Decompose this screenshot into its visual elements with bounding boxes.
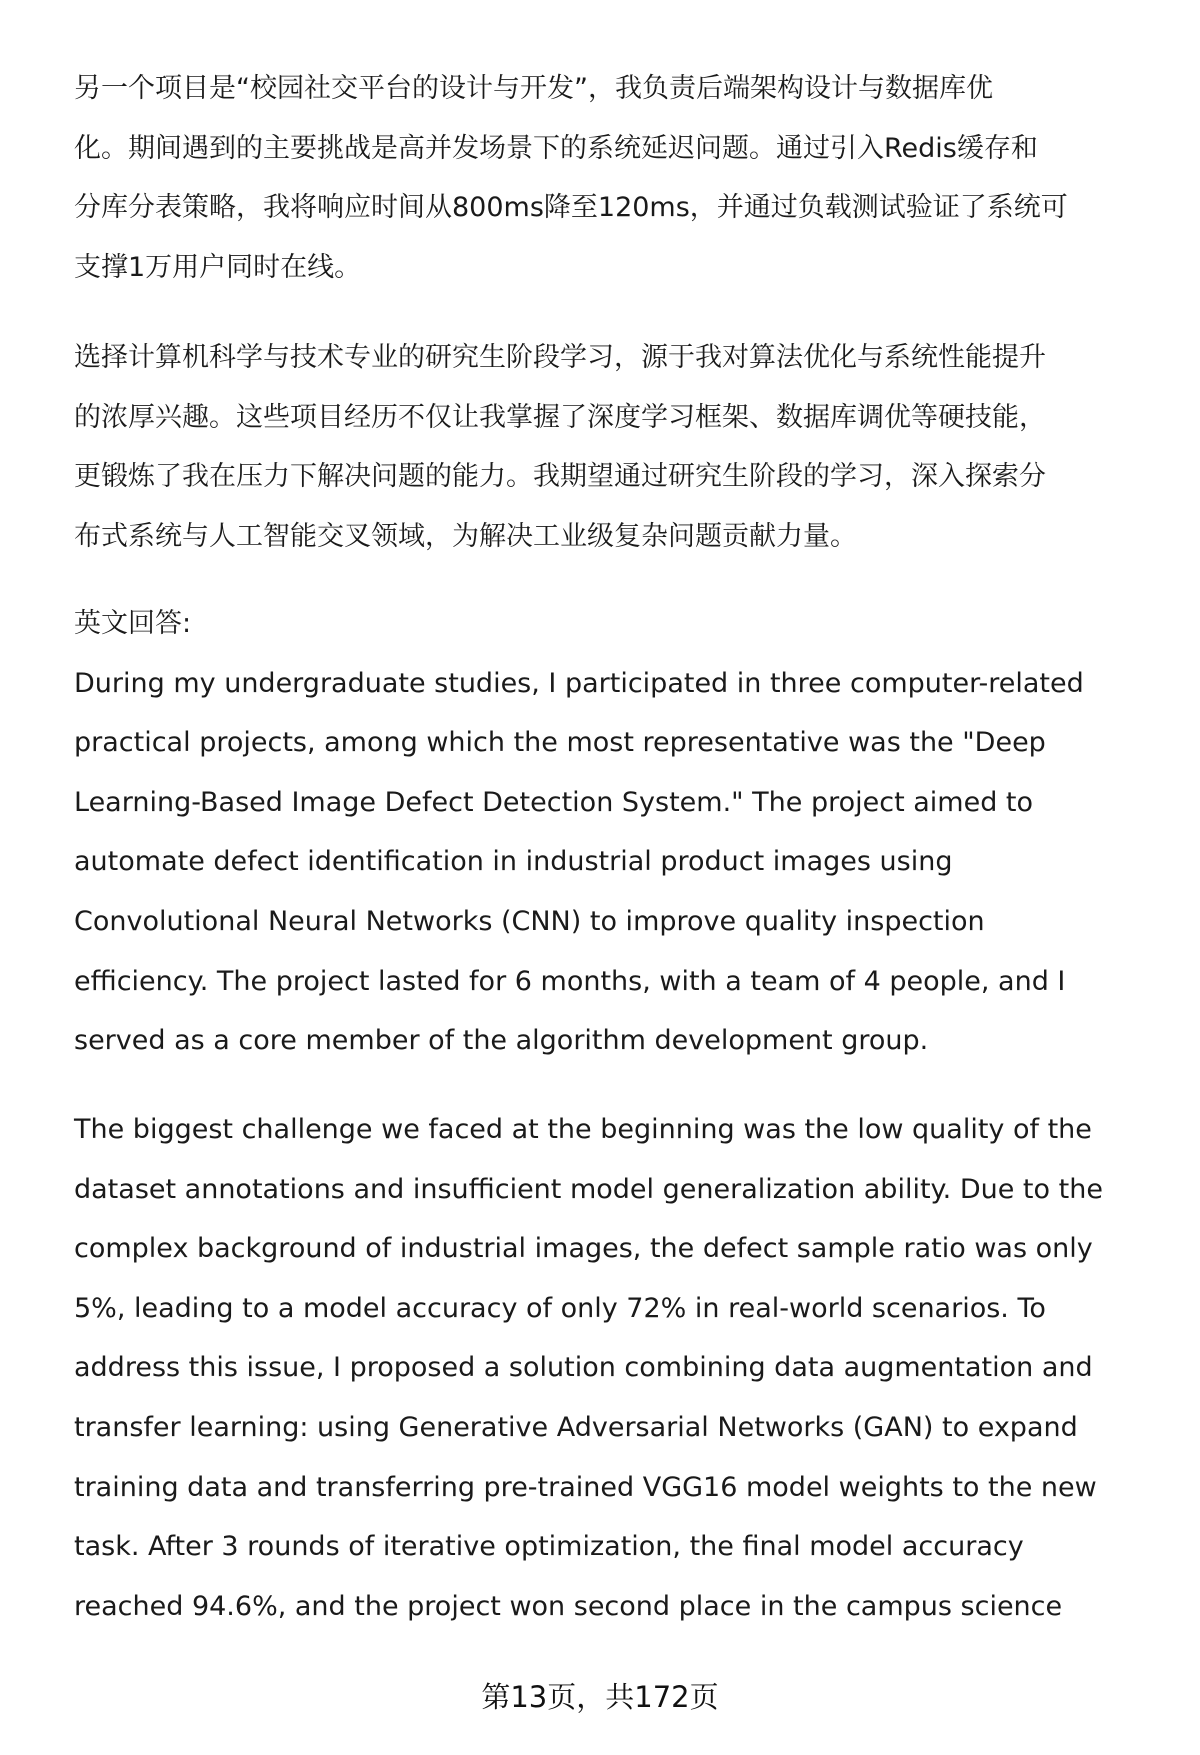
text-line: dataset annotations and insufficient model generalization ability. Due to the: [74, 1173, 1103, 1205]
text-line: The biggest challenge we faced at the beginning was the low quality of the: [74, 1114, 1092, 1145]
page-number: 第13页，共172页: [481, 1680, 719, 1714]
text-line: served as a core member of the algorithm development group.: [74, 1025, 929, 1057]
text-line: address this issue, I proposed a solution combining data augmentation and: [74, 1352, 1093, 1384]
section-heading: 英文回答:: [74, 608, 192, 639]
text-line: 分库分表策略，我将响应时间从800ms降至120ms，并通过负载测试验证了系统可: [74, 192, 1068, 224]
text-line: 支撑1万用户同时在线。: [74, 251, 362, 283]
text-line: 的浓厚兴趣。这些项目经历不仅让我掌握了深度学习框架、数据库调优等硬技能，: [74, 401, 1046, 433]
text-line: practical projects, among which the most representative was the "Deep: [74, 727, 1046, 759]
text-line: 布式系统与人工智能交叉领域，为解决工业级复杂问题贡献力量。: [74, 520, 857, 552]
text-line: 化。期间遇到的主要挑战是高并发场景下的系统延迟问题。通过引入Redis缓存和: [74, 132, 1038, 164]
paragraph-motivation: [74, 328, 1164, 566]
text-line: automate defect identification in industrial product images using: [74, 846, 953, 878]
text-line: reached 94.6%, and the project won second place in the campus science: [74, 1590, 1063, 1622]
text-line: During my undergraduate studies, I participated in three computer-related: [74, 667, 1084, 699]
text-line: 另一个项目是“校园社交平台的设计与开发”，我负责后端架构设计与数据库优: [74, 73, 993, 104]
text-line: training data and transferring pre-trained VGG16 model weights to the new: [74, 1471, 1097, 1503]
text-line: 5%, leading to a model accuracy of only 72% in real-world scenarios. To: [74, 1292, 1046, 1324]
paragraph-biggest-challenge: [74, 1100, 1164, 1636]
paragraph-campus-social-project: [74, 59, 1164, 297]
paragraph-english-answer-intro: [74, 594, 1164, 1071]
text-line: 选择计算机科学与技术专业的研究生阶段学习，源于我对算法优化与系统性能提升: [74, 342, 1046, 373]
text-line: Convolutional Neural Networks (CNN) to improve quality inspection: [74, 905, 985, 937]
text-line: complex background of industrial images, the defect sample ratio was only: [74, 1233, 1093, 1265]
text-line: efficiency. The project lasted for 6 months, with a team of 4 people, and I: [74, 965, 1066, 997]
text-line: 更锻炼了我在压力下解决问题的能力。我期望通过研究生阶段的学习，深入探索分: [74, 461, 1046, 493]
text-line: transfer learning: using Generative Adversarial Networks (GAN) to expand: [74, 1411, 1078, 1443]
text-line: Learning-Based Image Defect Detection System." The project aimed to: [74, 786, 1034, 818]
text-line: task. After 3 rounds of iterative optimization, the final model accuracy: [74, 1531, 1024, 1563]
